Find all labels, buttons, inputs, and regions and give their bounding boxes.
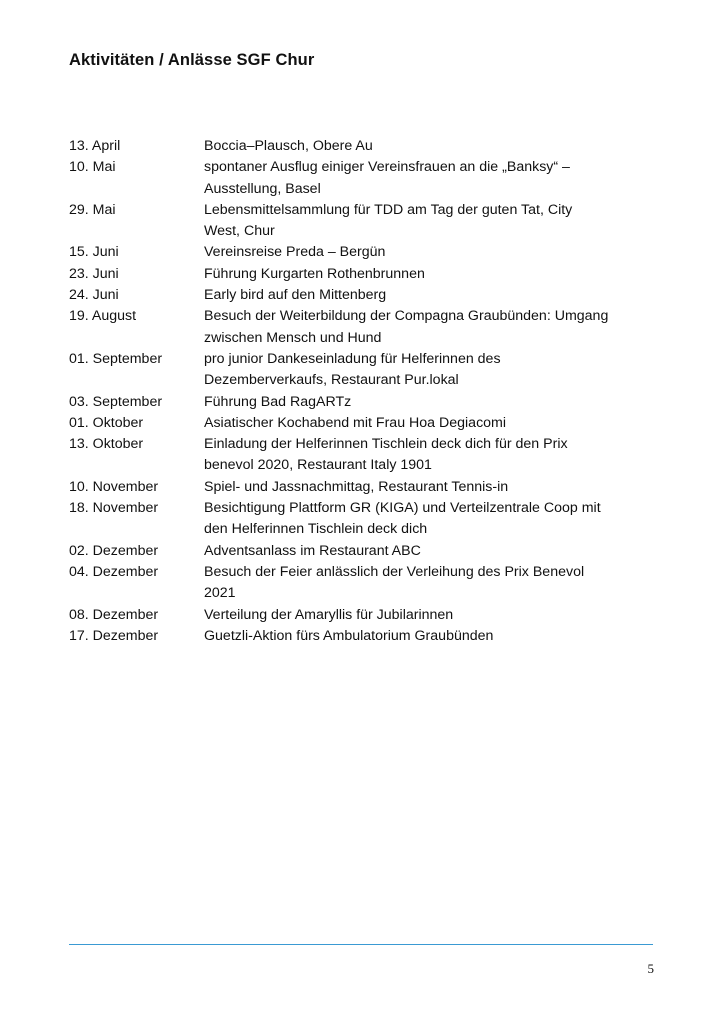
- activity-date: 15. Juni: [69, 244, 119, 261]
- activity-row: [69, 264, 669, 285]
- activity-description-line: benevol 2020, Restaurant Italy 1901: [204, 457, 432, 474]
- activity-row: [69, 242, 669, 263]
- activity-description-line: den Helferinnen Tischlein deck dich: [204, 521, 428, 538]
- activity-date: 19. August: [69, 308, 137, 325]
- activity-description: [204, 605, 669, 626]
- activity-date: 10. November: [69, 478, 159, 495]
- activity-row: [69, 413, 669, 434]
- activity-description: [204, 200, 669, 243]
- activity-description-line: Lebensmittelsammlung für TDD am Tag der guten Tat, City: [204, 201, 573, 218]
- activity-list: [69, 136, 669, 647]
- activity-description-line: zwischen Mensch und Hund: [204, 329, 382, 346]
- activity-date: 04. Dezember: [69, 563, 159, 580]
- activity-description: [204, 413, 669, 434]
- activity-description-line: pro junior Dankeseinladung für Helferinnen des: [204, 350, 501, 367]
- activity-date: 08. Dezember: [69, 606, 159, 623]
- activity-description-line: Besuch der Feier anlässlich der Verleihung des Prix Benevol: [204, 563, 585, 580]
- activity-date: 23. Juni: [69, 265, 119, 282]
- activity-row: [69, 434, 669, 477]
- activity-date: 02. Dezember: [69, 542, 159, 559]
- activity-description: [204, 349, 669, 392]
- activity-description: [204, 498, 669, 541]
- activity-description-line: Einladung der Helferinnen Tischlein deck dich für den Prix: [204, 436, 568, 453]
- activity-date: 13. April: [69, 138, 121, 154]
- activity-description: [204, 626, 669, 647]
- activity-date: 17. Dezember: [69, 627, 159, 644]
- footer-divider: [69, 944, 653, 945]
- page-number: 5: [647, 961, 654, 976]
- activity-row: [69, 200, 669, 243]
- activity-description: [204, 264, 669, 285]
- activity-row: [69, 498, 669, 541]
- activity-description-line: Führung Bad RagARTz: [204, 393, 352, 410]
- activity-description: [204, 306, 669, 349]
- activity-row: [69, 349, 669, 392]
- activity-row: [69, 392, 669, 413]
- activity-description: [204, 434, 669, 477]
- activity-date: 03. September: [69, 393, 163, 410]
- activity-description-line: Adventsanlass im Restaurant ABC: [204, 542, 421, 559]
- activity-date: 24. Juni: [69, 287, 119, 304]
- activity-description-line: Führung Kurgarten Rothenbrunnen: [204, 265, 425, 282]
- activity-date: 10. Mai: [69, 159, 116, 176]
- activity-row: [69, 157, 669, 200]
- activity-description: [204, 562, 669, 605]
- document-title: Aktivitäten / Anlässe SGF Chur: [69, 51, 315, 69]
- activity-description-line: West, Chur: [204, 223, 275, 240]
- activity-description-line: Besuch der Weiterbildung der Compagna Graubünden: Umgang: [204, 308, 609, 325]
- activity-description-line: Besichtigung Plattform GR (KIGA) und Verteilzentrale Coop mit: [204, 500, 601, 517]
- activity-description-line: spontaner Ausflug einiger Vereinsfrauen an die „Banksy“ –: [204, 159, 570, 176]
- activity-description: [204, 242, 669, 263]
- activity-description-line: Guetzli-Aktion fürs Ambulatorium Graubünden: [204, 627, 494, 644]
- activity-description-line: Early bird auf den Mittenberg: [204, 287, 387, 304]
- activity-row: [69, 136, 669, 157]
- activity-row: [69, 605, 669, 626]
- activity-description: [204, 136, 669, 157]
- activity-description-line: Vereinsreise Preda – Bergün: [204, 244, 386, 261]
- activity-description-line: Asiatischer Kochabend mit Frau Hoa Degiacomi: [204, 414, 507, 431]
- activity-row: [69, 541, 669, 562]
- activity-row: [69, 285, 669, 306]
- activity-description: [204, 477, 669, 498]
- activity-row: [69, 562, 669, 605]
- activity-row: [69, 306, 669, 349]
- activity-description-line: Spiel- und Jassnachmittag, Restaurant Tennis-in: [204, 478, 509, 495]
- activity-row: [69, 477, 669, 498]
- activity-description: [204, 392, 669, 413]
- activity-date: 18. November: [69, 500, 159, 517]
- activity-row: [69, 626, 669, 647]
- activity-description-line: 2021: [204, 585, 236, 602]
- activity-date: 13. Oktober: [69, 436, 144, 453]
- activity-description-line: Verteilung der Amaryllis für Jubilarinnen: [204, 606, 454, 623]
- activity-description-line: Dezemberverkaufs, Restaurant Pur.lokal: [204, 372, 459, 389]
- activity-date: 01. Oktober: [69, 414, 144, 431]
- activity-description-line: Ausstellung, Basel: [204, 180, 321, 197]
- activity-date: 01. September: [69, 350, 163, 367]
- activity-description: [204, 541, 669, 562]
- activity-date: 29. Mai: [69, 201, 116, 218]
- activity-description: [204, 285, 669, 306]
- activity-description-line: Boccia–Plausch, Obere Au: [204, 138, 373, 154]
- activity-description: [204, 157, 669, 200]
